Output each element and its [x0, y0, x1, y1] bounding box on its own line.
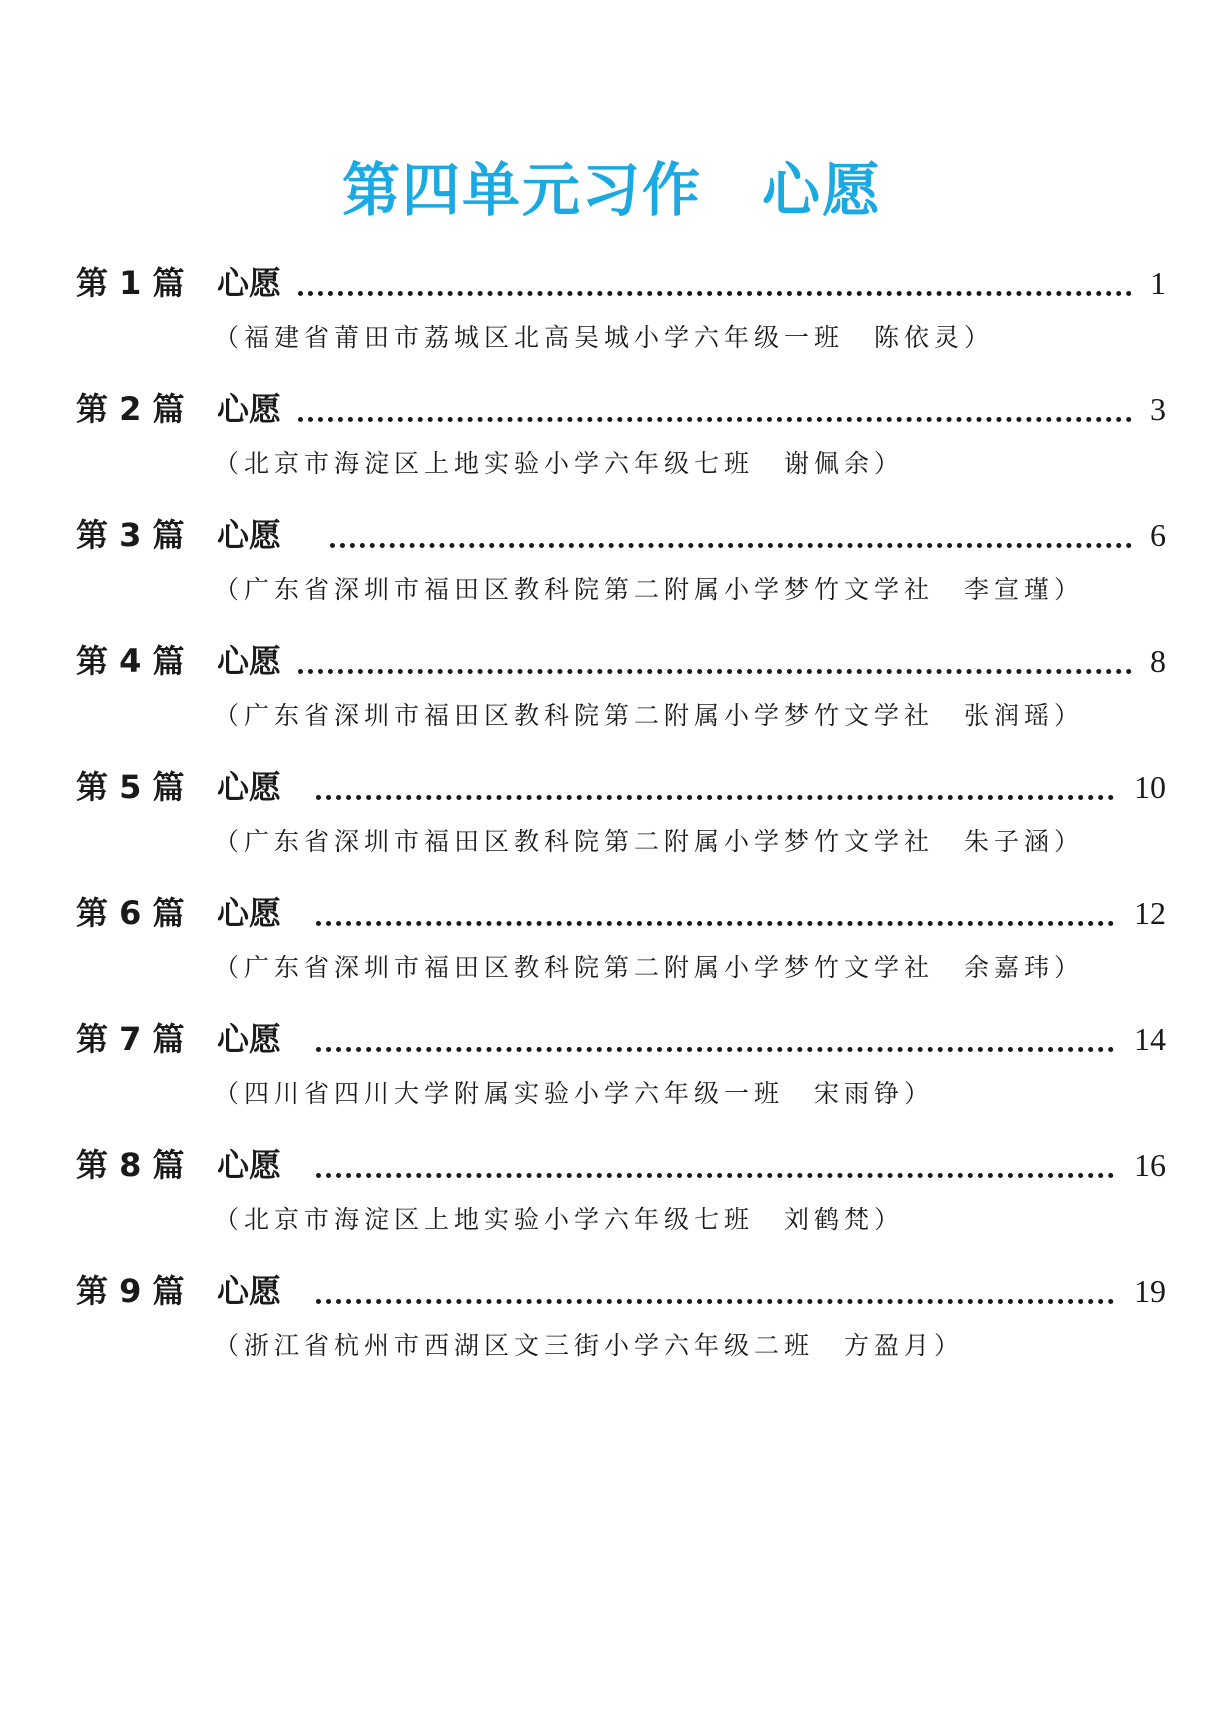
dot-leader [316, 795, 1114, 800]
entry-title[interactable]: 心愿 [217, 894, 282, 932]
entry-number: 第 7 篇 [76, 1020, 185, 1058]
toc-entry-line [76, 636, 1166, 686]
entry-number: 第 6 篇 [76, 894, 185, 932]
entry-title[interactable]: 心愿 [217, 768, 282, 806]
toc-entry-line [76, 888, 1166, 938]
entry-title[interactable]: 心愿 [217, 516, 282, 554]
entry-page-number: 14 [1134, 1021, 1166, 1057]
toc-entry-line [76, 1014, 1166, 1064]
entry-author: （北京市海淀区上地实验小学六年级七班 刘鹤梵） [214, 1205, 905, 1234]
entry-title[interactable]: 心愿 [217, 1146, 282, 1184]
entry-page-number: 6 [1150, 517, 1166, 553]
dot-leader [316, 921, 1114, 926]
entry-author: （四川省四川大学附属实验小学六年级一班 宋雨铮） [214, 1079, 935, 1108]
dot-leader [316, 1047, 1114, 1052]
entry-author: （广东省深圳市福田区教科院第二附属小学梦竹文学社 张润瑶） [214, 701, 1085, 730]
entry-author: （广东省深圳市福田区教科院第二附属小学梦竹文学社 余嘉玮） [214, 953, 1085, 982]
toc-entry[interactable] [76, 1014, 1166, 1140]
entry-author: （北京市海淀区上地实验小学六年级七班 谢佩余） [214, 449, 905, 478]
entry-number: 第 2 篇 [76, 390, 185, 428]
entry-number: 第 4 篇 [76, 642, 185, 680]
entry-page-number: 8 [1150, 643, 1166, 679]
table-of-contents [76, 258, 1166, 1392]
entry-author: （福建省莆田市荔城区北高吴城小学六年级一班 陈依灵） [214, 323, 995, 352]
entry-author: （浙江省杭州市西湖区文三街小学六年级二班 方盈月） [214, 1331, 965, 1360]
toc-entry[interactable] [76, 762, 1166, 888]
entry-page-number: 10 [1134, 769, 1166, 805]
entry-page-number: 19 [1134, 1273, 1166, 1309]
entry-title[interactable]: 心愿 [217, 642, 282, 680]
dot-leader [316, 1173, 1114, 1178]
entry-author: （广东省深圳市福田区教科院第二附属小学梦竹文学社 李宣瑾） [214, 575, 1085, 604]
entry-title[interactable]: 心愿 [217, 1272, 282, 1310]
dot-leader [298, 669, 1132, 674]
dot-leader [330, 543, 1132, 548]
dot-leader [298, 417, 1132, 422]
entry-title[interactable]: 心愿 [217, 1020, 282, 1058]
entry-page-number: 1 [1150, 265, 1166, 301]
toc-entry-line [76, 1140, 1166, 1190]
entry-number: 第 1 篇 [76, 264, 185, 302]
entry-number: 第 5 篇 [76, 768, 185, 806]
entry-title[interactable]: 心愿 [217, 264, 282, 302]
toc-entry[interactable] [76, 1266, 1166, 1392]
toc-entry[interactable] [76, 636, 1166, 762]
toc-entry-line [76, 762, 1166, 812]
toc-entry[interactable] [76, 510, 1166, 636]
toc-entry[interactable] [76, 888, 1166, 1014]
toc-entry[interactable] [76, 384, 1166, 510]
entry-title[interactable]: 心愿 [217, 390, 282, 428]
title-sub: 心愿 [762, 156, 883, 224]
toc-entry-line [76, 258, 1166, 308]
entry-page-number: 12 [1134, 895, 1166, 931]
dot-leader [316, 1299, 1114, 1304]
toc-entry-line [76, 384, 1166, 434]
toc-entry-line [76, 1266, 1166, 1316]
toc-entry-line [76, 510, 1166, 560]
entry-number: 第 9 篇 [76, 1272, 185, 1310]
toc-entry[interactable] [76, 258, 1166, 384]
entry-page-number: 3 [1150, 391, 1166, 427]
page-title [0, 150, 1224, 230]
entry-number: 第 8 篇 [76, 1146, 185, 1184]
entry-author: （广东省深圳市福田区教科院第二附属小学梦竹文学社 朱子涵） [214, 827, 1085, 856]
title-main: 第四单元习作 [341, 156, 702, 224]
dot-leader [298, 291, 1132, 296]
entry-number: 第 3 篇 [76, 516, 185, 554]
entry-page-number: 16 [1134, 1147, 1166, 1183]
toc-entry[interactable] [76, 1140, 1166, 1266]
